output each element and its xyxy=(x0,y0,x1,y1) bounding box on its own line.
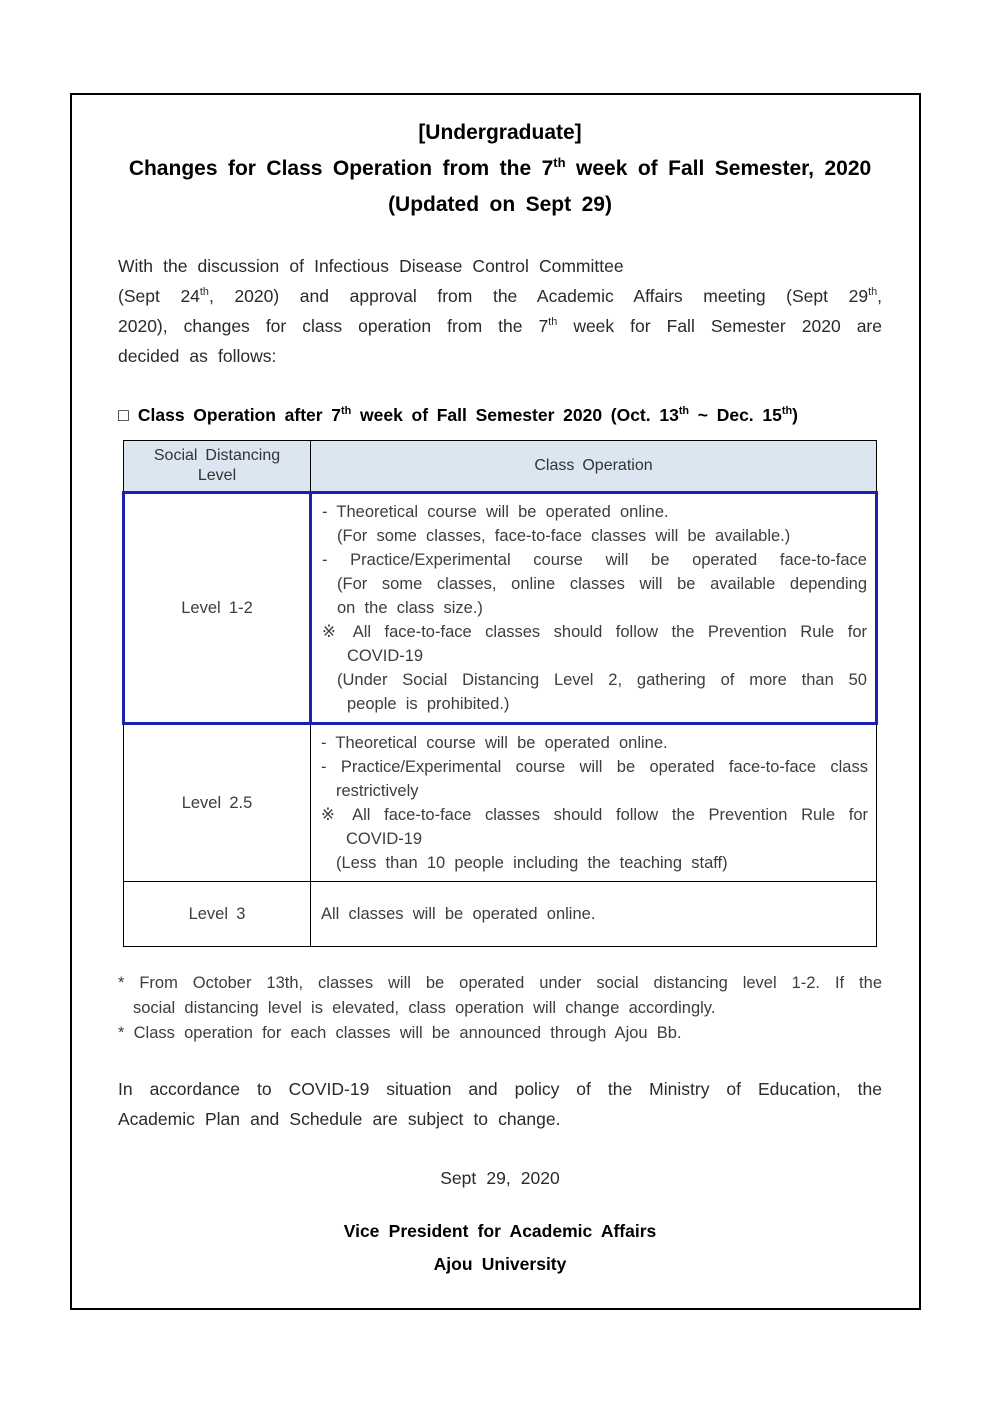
text-line: 2020), changes for class operation from the 7th week for Fall Semester 2020 are xyxy=(118,316,882,336)
text-line: (Sept 24th, 2020) and approval from the Academic Affairs meeting (Sept 29th, xyxy=(118,286,882,306)
class-operation-table xyxy=(122,440,878,947)
text-line: In accordance to COVID-19 situation and policy of the Ministry of Education, the xyxy=(118,1079,882,1099)
document-subtitle: (Updated on Sept 29) xyxy=(388,193,612,216)
text-line: COVID-19 xyxy=(346,830,423,848)
section-heading xyxy=(118,402,882,428)
level-label: Level 1-2 xyxy=(124,493,311,724)
text-line: - Practice/Experimental course will be operated face-to-face xyxy=(322,551,867,569)
text-line: COVID-19 xyxy=(347,647,424,665)
level-label: Level 3 xyxy=(124,882,311,947)
text-line: * Class operation for each classes will be announced through Ajou Bb. xyxy=(118,1024,682,1042)
table-header-row xyxy=(124,441,877,493)
operation-details xyxy=(311,493,877,724)
text-line: restrictively xyxy=(336,782,419,800)
closing-paragraph xyxy=(118,1074,882,1134)
text-line: people is prohibited.) xyxy=(347,695,510,713)
text-line: (For some classes, online classes will be available depending xyxy=(337,575,867,593)
document-category: [Undergraduate] xyxy=(418,121,582,144)
text-line: - Practice/Experimental course will be operated face-to-face class xyxy=(321,758,868,776)
text-line: With the discussion of Infectious Disease Control Committee xyxy=(118,256,624,276)
signature-block xyxy=(118,1215,882,1281)
document-content xyxy=(72,95,919,1281)
text-line: * From October 13th, classes will be operated under social distancing level 1-2. If the xyxy=(118,974,882,992)
text-line: Academic Plan and Schedule are subject to change. xyxy=(118,1109,561,1129)
header-class-operation: Class Operation xyxy=(311,441,877,493)
document-title: Changes for Class Operation from the 7th week of Fall Semester, 2020 xyxy=(128,155,872,180)
title-block xyxy=(118,115,882,223)
date-line: Sept 29, 2020 xyxy=(440,1168,560,1188)
text-line: decided as follows: xyxy=(118,346,277,366)
table-row-level-1-2 xyxy=(124,493,877,724)
document-page xyxy=(70,93,921,1310)
operation-details xyxy=(311,724,877,882)
table-row-level-2-5 xyxy=(124,724,877,882)
text-line: ※ All face-to-face classes should follow the Prevention Rule for xyxy=(321,806,868,824)
text-line: ※ All face-to-face classes should follow the Prevention Rule for xyxy=(322,623,867,641)
header-social-distancing-level: Social Distancing Level xyxy=(124,441,311,493)
level-label: Level 2.5 xyxy=(124,724,311,882)
text-line: (Less than 10 people including the teaching staff) xyxy=(336,854,728,872)
signature-title: Vice President for Academic Affairs xyxy=(343,1221,657,1241)
table-row-level-3 xyxy=(124,882,877,947)
text-line: - Theoretical course will be operated online. xyxy=(322,503,669,521)
intro-paragraph xyxy=(118,251,882,371)
text-line: (For some classes, face-to-face classes will be available.) xyxy=(337,527,791,545)
text-line: All classes will be operated online. xyxy=(321,905,596,923)
checkbox-square-icon: □ xyxy=(118,405,129,425)
signature-org: Ajou University xyxy=(433,1254,567,1274)
text-line: - Theoretical course will be operated online. xyxy=(321,734,668,752)
operation-details xyxy=(311,882,877,947)
text-line: social distancing level is elevated, class operation will change accordingly. xyxy=(133,999,716,1017)
footnotes xyxy=(118,971,882,1046)
text-line: (Under Social Distancing Level 2, gathering of more than 50 xyxy=(337,671,867,689)
section-heading-text: Class Operation after 7th week of Fall Semester 2020 (Oct. 13th ~ Dec. 15th) xyxy=(137,405,798,425)
text-line: on the class size.) xyxy=(337,599,483,617)
